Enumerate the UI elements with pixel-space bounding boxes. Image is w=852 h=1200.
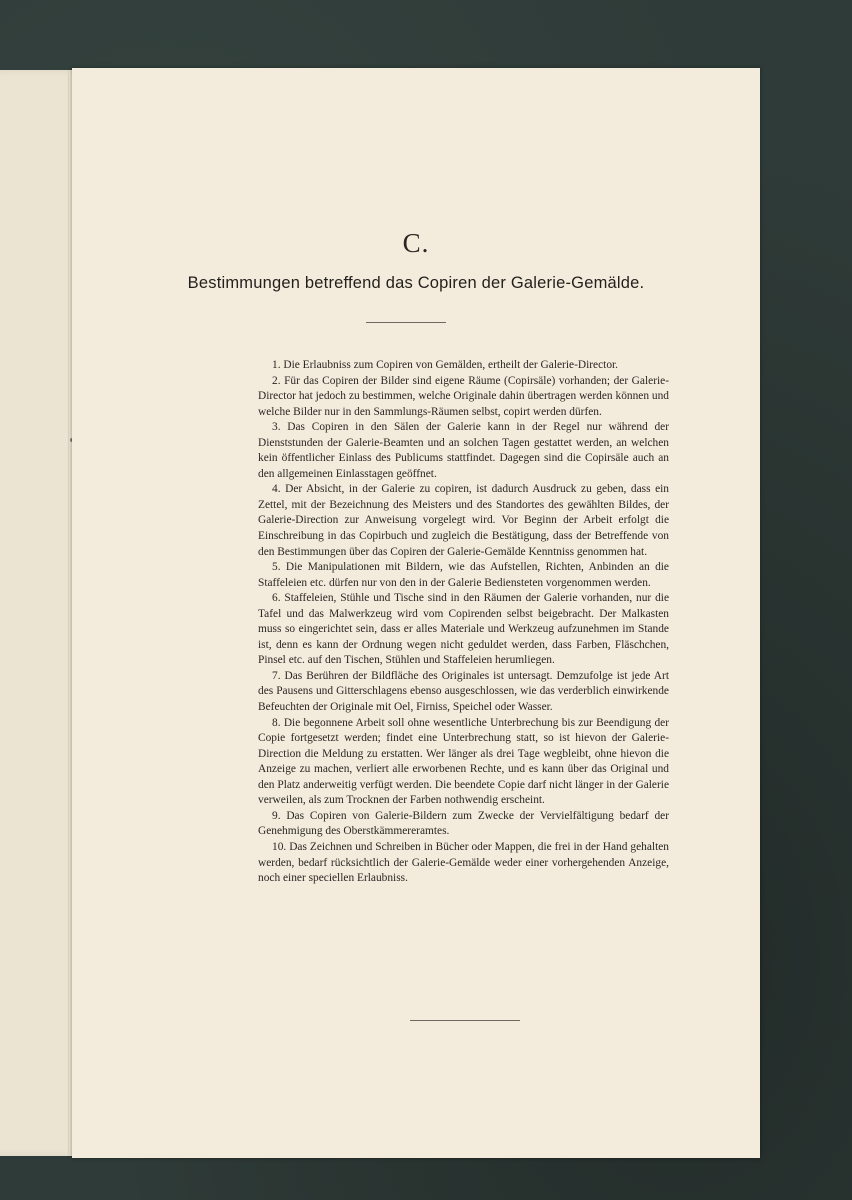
closing-rule <box>410 1020 520 1021</box>
paragraph-7: 7. Das Berühren der Bildfläche des Originales ist untersagt. Demzufolge ist jede Art des Pausens und Gitterschlagens ebenso ausgeschlossen, wie das verderblich einwirkende Befeuchten der Originale mit Oel, Firniss, Speichel oder Wasser. <box>258 669 669 714</box>
paragraph-1: 1. Die Erlaubniss zum Copiren von Gemälden, ertheilt der Galerie-Director. <box>272 359 619 371</box>
paragraph-10: 10. Das Zeichnen und Schreiben in Bücher oder Mappen, die frei in der Hand gehalten werden, bedarf rücksichtlich der Galerie-Gemälde weder einer vorhergehenden Anzeige, noch einer speciellen Erlaubniss. <box>258 840 669 885</box>
paragraph-5: 5. Die Manipulationen mit Bildern, wie das Aufstellen, Richten, Anbinden an die Staffeleien etc. dürfen nur von den in der Galerie Bediensteten vorgenommen werden. <box>258 561 669 589</box>
paragraph-8: 8. Die begonnene Arbeit soll ohne wesentliche Unterbrechung bis zur Beendigung der Copie fortgesetzt werden; findet eine Unterbrechung statt, so ist hievon der Galerie-Direction die Meldung zu erstatten. Wer länger als drei Tage wegbleibt, ohne hievon die Anzeige zu machen, verliert alle erworbenen Rechte, und es kann über das Original und den Platz anderweitig verfügt werden. Die beendete Copie darf nicht länger in der Galerie verweilen, als zum Trocknen der Farben nothwendig erscheint. <box>258 716 669 807</box>
page-title: Bestimmungen betreffend das Copiren der Galerie-Gemälde. <box>187 274 645 292</box>
page-fold <box>68 70 70 1156</box>
paragraph-3: 3. Das Copiren in den Sälen der Galerie kann in der Regel nur während der Dienststunden der Galerie-Beamten und an solchen Tagen gestattet werden, an welchen kein öffentlicher Einlass des Publicums stattfindet. Dagegen sind die Copirsäle auch an den allgemeinen Einlasstagen geöffnet. <box>258 421 669 480</box>
document-page <box>72 68 760 1158</box>
paragraph-9: 9. Das Copiren von Galerie-Bildern zum Zwecke der Vervielfältigung bedarf der Genehmigung des Oberstkämmereramtes. <box>258 809 669 838</box>
divider-rule <box>366 322 446 323</box>
section-letter: C. <box>402 228 430 258</box>
paragraph-6: 6. Staffeleien, Stühle und Tische sind in den Räumen der Galerie vorhanden, nur die Tafel und das Malwerkzeug wird vom Copirenden selbst beigebracht. Der Malkasten muss so eingerichtet sein, dass er alles Materiale und Werkzeug aufzunehmen im Stande ist, denn es kann der Ordnung wegen nicht geduldet werden, dass Farben, Fläschchen, Pinsel etc. auf den Tischen, Stühlen und Staffeleien herumliegen. <box>258 592 669 667</box>
regulations-body <box>258 358 669 887</box>
paragraph-2: 2. Für das Copiren der Bilder sind eigene Räume (Copirsäle) vorhanden; der Galerie-Director hat jedoch zu bestimmen, welche Originale dahin übertragen werden können und welche Bilder nur in den Sammlungs-Räumen selbst, copirt werden dürfen. <box>258 374 669 418</box>
facing-page-edge <box>0 70 80 1156</box>
paragraph-4: 4. Der Absicht, in der Galerie zu copiren, ist dadurch Ausdruck zu geben, dass ein Zettel, mit der Bezeichnung des Meisters und des Standortes des gewählten Bildes, der Galerie-Direction zur Anweisung vorgelegt wird. Vor Beginn der Arbeit erfolgt die Einschreibung in das Copirbuch und zugleich die Bestätigung, dass der Betreffende von den Bestimmungen über das Copiren der Galerie-Gemälde Kenntniss genommen hat. <box>258 483 669 558</box>
